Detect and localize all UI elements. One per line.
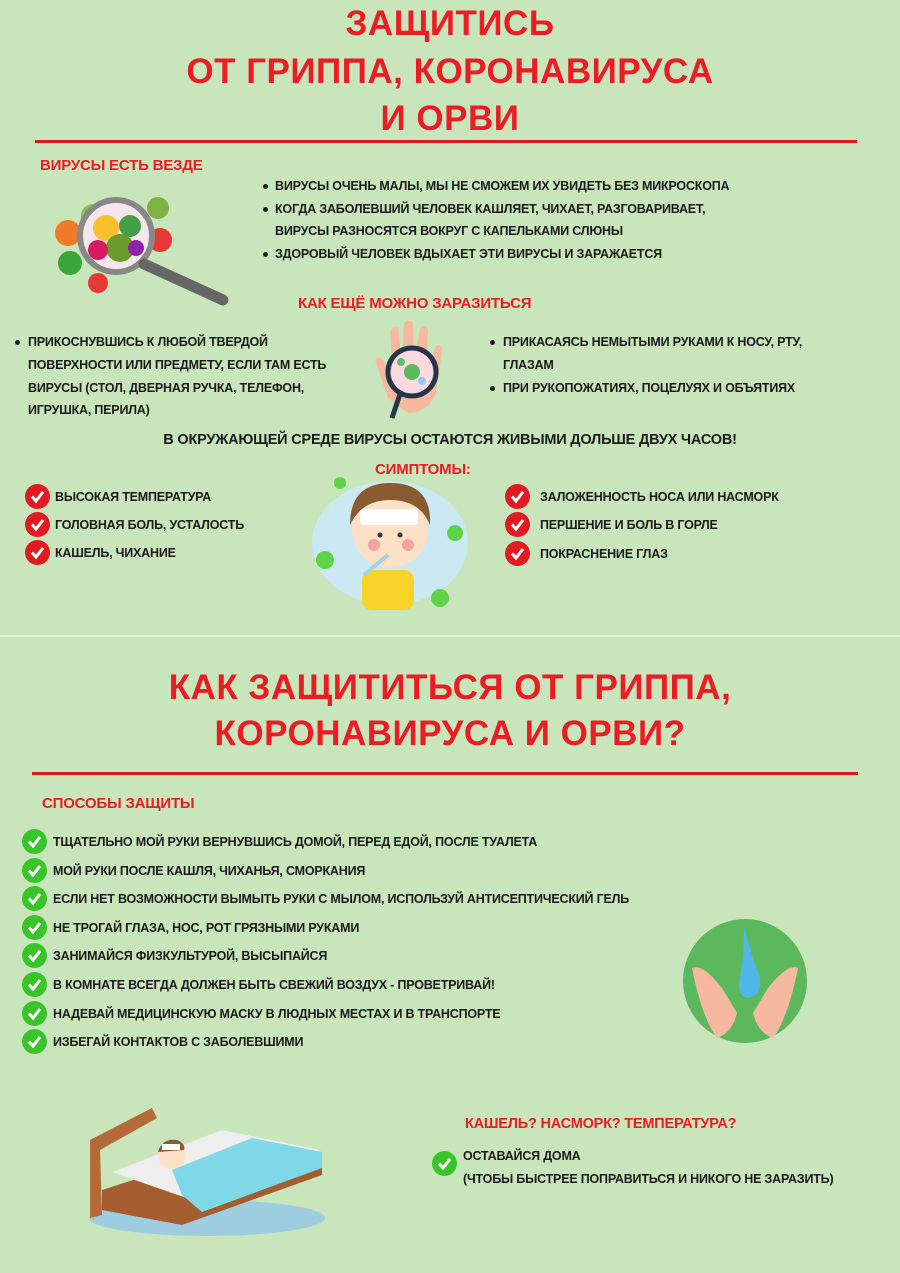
green-check-icon [22,886,47,911]
bullet-icon [263,184,268,189]
protection-measure: НЕ ТРОГАЙ ГЛАЗА, НОС, РОТ ГРЯЗНЫМИ РУКАМИ [53,920,360,935]
bullet-icon [15,340,20,345]
protection-measure: ТЩАТЕЛЬНО МОЙ РУКИ ВЕРНУВШИСЬ ДОМОЙ, ПЕРЕД ЕДОЙ, ПОСЛЕ ТУАЛЕТА [53,835,538,849]
virus-fact: ВИРУСЫ РАЗНОСЯТСЯ ВОКРУГ С КАПЕЛЬКАМИ СЛЮНЫ [275,224,623,238]
symptom: ВЫСОКАЯ ТЕМПЕРАТУРА [55,490,212,504]
magnifier-viruses-illustration [38,188,233,310]
protection-measure: НАДЕВАЙ МЕДИЦИНСКУЮ МАСКУ В ЛЮДНЫХ МЕСТАХ И В ТРАНСПОРТЕ [53,1006,501,1021]
green-check-icon [22,858,47,883]
infection-heading: КАК ЕЩЁ МОЖНО ЗАРАЗИТЬСЯ [298,295,532,312]
protection-measure: ИЗБЕГАЙ КОНТАКТОВ С ЗАБОЛЕВШИМИ [53,1035,304,1050]
green-check-icon [22,972,47,997]
bullet-icon [263,252,268,257]
infection-way: ИГРУШКА, ПЕРИЛА) [28,403,150,417]
page-title-line-3: И ОРВИ [380,99,520,138]
infection-way: ПОВЕРХНОСТИ ИЛИ ПРЕДМЕТУ, ЕСЛИ ТАМ ЕСТЬ [28,358,327,372]
stay-home-heading: КАШЕЛЬ? НАСМОРК? ТЕМПЕРАТУРА? [465,1116,737,1132]
infection-way: ПРИКАСАЯСЬ НЕМЫТЫМИ РУКАМИ К НОСУ, РТУ, [503,335,802,349]
title-divider [35,140,857,143]
section-divider [0,635,900,637]
protection-measure: МОЙ РУКИ ПОСЛЕ КАШЛЯ, ЧИХАНЬЯ, СМОРКАНИЯ [53,863,366,878]
green-check-icon [22,943,47,968]
bullet-icon [263,207,268,212]
green-check-icon [22,829,47,854]
symptom: ПОКРАСНЕНИЕ ГЛАЗ [540,547,668,561]
hand-magnifier-illustration [368,318,458,423]
infection-way: ВИРУСЫ (СТОЛ, ДВЕРНАЯ РУЧКА, ТЕЛЕФОН, [28,381,305,395]
protect-divider [32,772,858,775]
green-check-icon [22,1001,47,1026]
bullet-icon [490,386,495,391]
infection-way: ГЛАЗАМ [503,358,554,372]
protect-title-line-1: КАК ЗАЩИТИТЬСЯ ОТ ГРИППА, [168,668,732,707]
green-check-icon [432,1151,457,1176]
green-check-icon [22,915,47,940]
survival-note: В ОКРУЖАЮЩЕЙ СРЕДЕ ВИРУСЫ ОСТАЮТСЯ ЖИВЫМИ ДОЛЬШЕ ДВУХ ЧАСОВ! [163,432,737,448]
stay-home-line: ОСТАВАЙСЯ ДОМА [463,1149,581,1163]
symptom: КАШЕЛЬ, ЧИХАНИЕ [55,546,176,560]
symptom: ПЕРШЕНИЕ И БОЛЬ В ГОРЛЕ [540,518,718,532]
red-check-icon [25,484,50,509]
hand-washing-illustration [682,918,808,1044]
protect-heading: СПОСОБЫ ЗАЩИТЫ [42,795,195,812]
sick-boy-illustration [300,455,480,613]
symptom: ГОЛОВНАЯ БОЛЬ, УСТАЛОСТЬ [55,518,245,532]
red-check-icon [505,484,530,509]
stay-home-line: (ЧТОБЫ БЫСТРЕЕ ПОПРАВИТЬСЯ И НИКОГО НЕ ЗАРАЗИТЬ) [463,1172,834,1186]
bullet-icon [490,340,495,345]
symptoms-heading: СИМПТОМЫ: [375,461,471,478]
page-title-line-1: ЗАЩИТИСЬ [345,4,555,43]
infection-way: ПРИ РУКОПОЖАТИЯХ, ПОЦЕЛУЯХ И ОБЪЯТИЯХ [503,381,796,395]
protection-measure: ЕСЛИ НЕТ ВОЗМОЖНОСТИ ВЫМЫТЬ РУКИ С МЫЛОМ, ИСПОЛЬЗУЙ АНТИСЕПТИЧЕСКИЙ ГЕЛЬ [53,892,629,907]
protect-title-line-2: КОРОНАВИРУСА И ОРВИ? [214,714,686,753]
red-check-icon [505,541,530,566]
bed-illustration [82,1100,332,1240]
page-title-line-2: ОТ ГРИППА, КОРОНАВИРУСА [186,52,714,91]
infection-way: ПРИКОСНУВШИСЬ К ЛЮБОЙ ТВЕРДОЙ [28,335,268,349]
red-check-icon [505,512,530,537]
red-check-icon [25,540,50,565]
virus-fact: КОГДА ЗАБОЛЕВШИЙ ЧЕЛОВЕК КАШЛЯЕТ, ЧИХАЕТ, РАЗГОВАРИВАЕТ, [275,202,706,216]
green-check-icon [22,1029,47,1054]
virus-fact: ВИРУСЫ ОЧЕНЬ МАЛЫ, МЫ НЕ СМОЖЕМ ИХ УВИДЕТЬ БЕЗ МИКРОСКОПА [275,179,730,193]
viruses-heading: ВИРУСЫ ЕСТЬ ВЕЗДЕ [40,157,203,174]
virus-fact: ЗДОРОВЫЙ ЧЕЛОВЕК ВДЫХАЕТ ЭТИ ВИРУСЫ И ЗАРАЖАЕТСЯ [275,247,662,261]
red-check-icon [25,512,50,537]
protection-measure: ЗАНИМАЙСЯ ФИЗКУЛЬТУРОЙ, ВЫСЫПАЙСЯ [53,949,328,964]
symptom: ЗАЛОЖЕННОСТЬ НОСА ИЛИ НАСМОРК [540,490,779,504]
protection-measure: В КОМНАТЕ ВСЕГДА ДОЛЖЕН БЫТЬ СВЕЖИЙ ВОЗДУХ - ПРОВЕТРИВАЙ! [53,978,495,992]
